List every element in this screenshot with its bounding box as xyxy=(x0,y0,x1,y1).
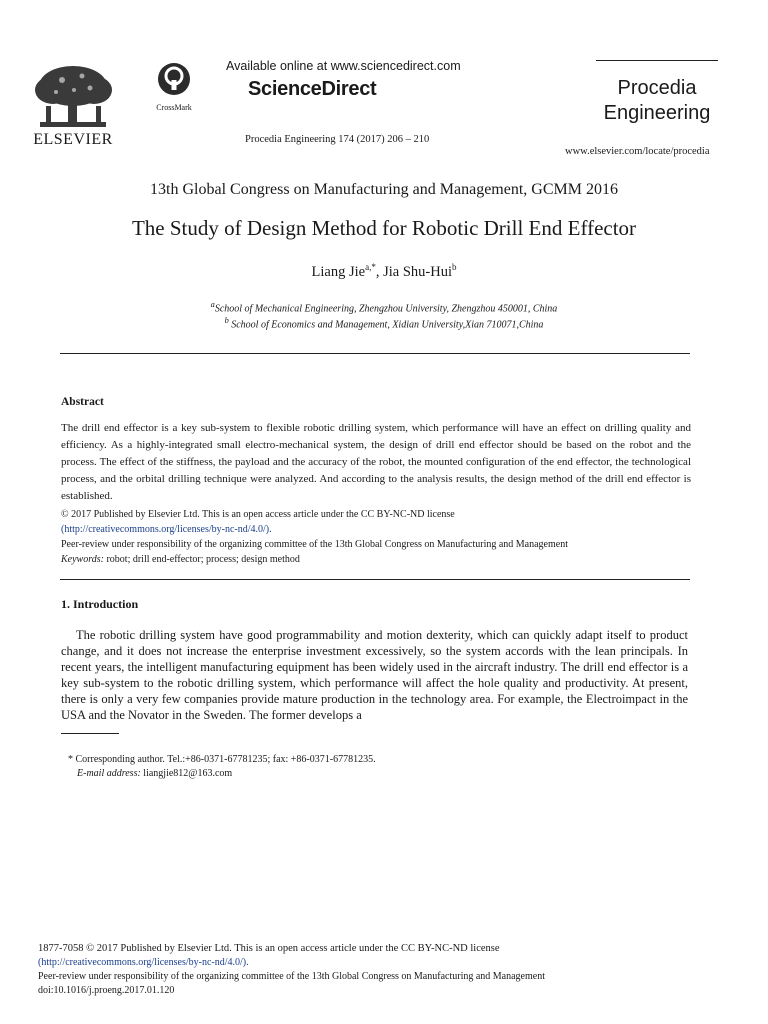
footnote-divider xyxy=(61,733,119,734)
footer-license-link[interactable]: (http://creativecommons.org/licenses/by-nc-nd/4.0/). xyxy=(38,957,249,968)
peer-review-note: Peer-review under responsibility of the organizing committee of the 13th Global Congress on Manufacturing and Management xyxy=(61,539,568,550)
elsevier-wordmark: ELSEVIER xyxy=(33,131,113,148)
author-name: Jia Shu-Hui xyxy=(383,263,452,280)
keywords xyxy=(61,554,300,565)
corresponding-author-note: * Corresponding author. Tel.:+86-0371-67781235; fax: +86-0371-67781235. xyxy=(68,754,376,765)
affiliation-text: School of Mechanical Engineering, Zhengzhou University, Zhengzhou 450001, China xyxy=(214,303,558,315)
issn-license-line: 1877-7058 © 2017 Published by Elsevier Ltd. This is an open access article under the CC BY-NC-ND license xyxy=(38,943,500,954)
email-note xyxy=(77,768,232,779)
license-line: © 2017 Published by Elsevier Ltd. This is an open access article under the CC BY-NC-ND license xyxy=(61,509,455,520)
affiliation-marker: b xyxy=(224,316,229,325)
congress-name: 13th Global Congress on Manufacturing and Management, GCMM 2016 xyxy=(150,181,618,198)
procedia-line-1: Procedia xyxy=(617,77,697,99)
license-link[interactable]: (http://creativecommons.org/licenses/by-nc-nd/4.0/). xyxy=(61,524,272,535)
affiliation-marker: a xyxy=(210,300,215,309)
publication-footer xyxy=(38,942,638,998)
crossmark-badge[interactable] xyxy=(146,62,202,112)
introduction-heading: 1. Introduction xyxy=(61,597,139,611)
procedia-line-2: Engineering xyxy=(603,102,711,124)
author-affiliation-marker: b xyxy=(451,262,457,272)
introduction-body: The robotic drilling system have good programmability and motion dexterity, which can quickly adapt itself to product change, and it does not increase the enterprise investment excessively, so the system accords with the lean principals. In recent years, the intelligent manufacturing equipment has been widely used in the aircraft industry. The drill end effector is a key sub-system to the robotic drilling system, which performance will affect the hole quality and productivity. At present, there is only a very few companies provide mature production in the technology area. For example, the Electroimpact in the USA and the Novator in the Sweden. The former develops a xyxy=(61,628,688,722)
journal-reference: Procedia Engineering 174 (2017) 206 – 210 xyxy=(245,134,430,145)
paper-title: The Study of Design Method for Robotic Drill End Effector xyxy=(131,216,637,240)
author-name: Liang Jie xyxy=(311,263,366,280)
footer-peer-review: Peer-review under responsibility of the organizing committee of the 13th Global Congress on Manufacturing and Management xyxy=(38,971,545,982)
email-label: E-mail address: xyxy=(77,768,141,779)
keywords-list: robot; drill end-effector; process; design method xyxy=(103,554,300,565)
email-address[interactable]: liangjie812@163.com xyxy=(140,768,233,779)
section-divider xyxy=(60,579,690,580)
crossmark-icon xyxy=(157,62,191,96)
author-list xyxy=(0,262,768,281)
section-divider xyxy=(60,353,690,354)
abstract-heading: Abstract xyxy=(61,396,104,408)
abstract-body: The drill end effector is a key sub-system to flexible robotic drilling system, which performance will have an effect on drilling quality and efficiency. As a highly-integrated small electro-mechanical system, the design of drill end effector should be based on the robot and the process. The effect of the stiffness, the payload and the accuracy of the robot, the mounted configuration of the end effector, the technological process, and the orbital drilling technique were analyzed. And according to the analysis results, the design method of the drill end effector is established. xyxy=(61,422,691,502)
affiliation-b xyxy=(0,316,768,330)
author-affiliation-marker: a,* xyxy=(365,262,376,272)
procedia-engineering-logo xyxy=(596,76,718,126)
keywords-label: Keywords: xyxy=(61,554,104,565)
available-online-text: Available online at www.sciencedirect.com xyxy=(226,59,461,73)
procedia-url-link[interactable]: www.elsevier.com/locate/procedia xyxy=(565,146,710,157)
affiliation-a xyxy=(0,300,768,314)
crossmark-label: CrossMark xyxy=(156,103,192,112)
author-separator: , xyxy=(375,263,384,280)
sciencedirect-wordmark: ScienceDirect xyxy=(248,78,377,100)
doi-line[interactable]: doi:10.1016/j.proeng.2017.01.120 xyxy=(38,985,175,996)
affiliation-text: School of Economics and Management, Xidian University,Xian 710071,China xyxy=(228,319,544,331)
procedia-top-rule xyxy=(596,60,718,61)
license-notice xyxy=(61,507,691,552)
